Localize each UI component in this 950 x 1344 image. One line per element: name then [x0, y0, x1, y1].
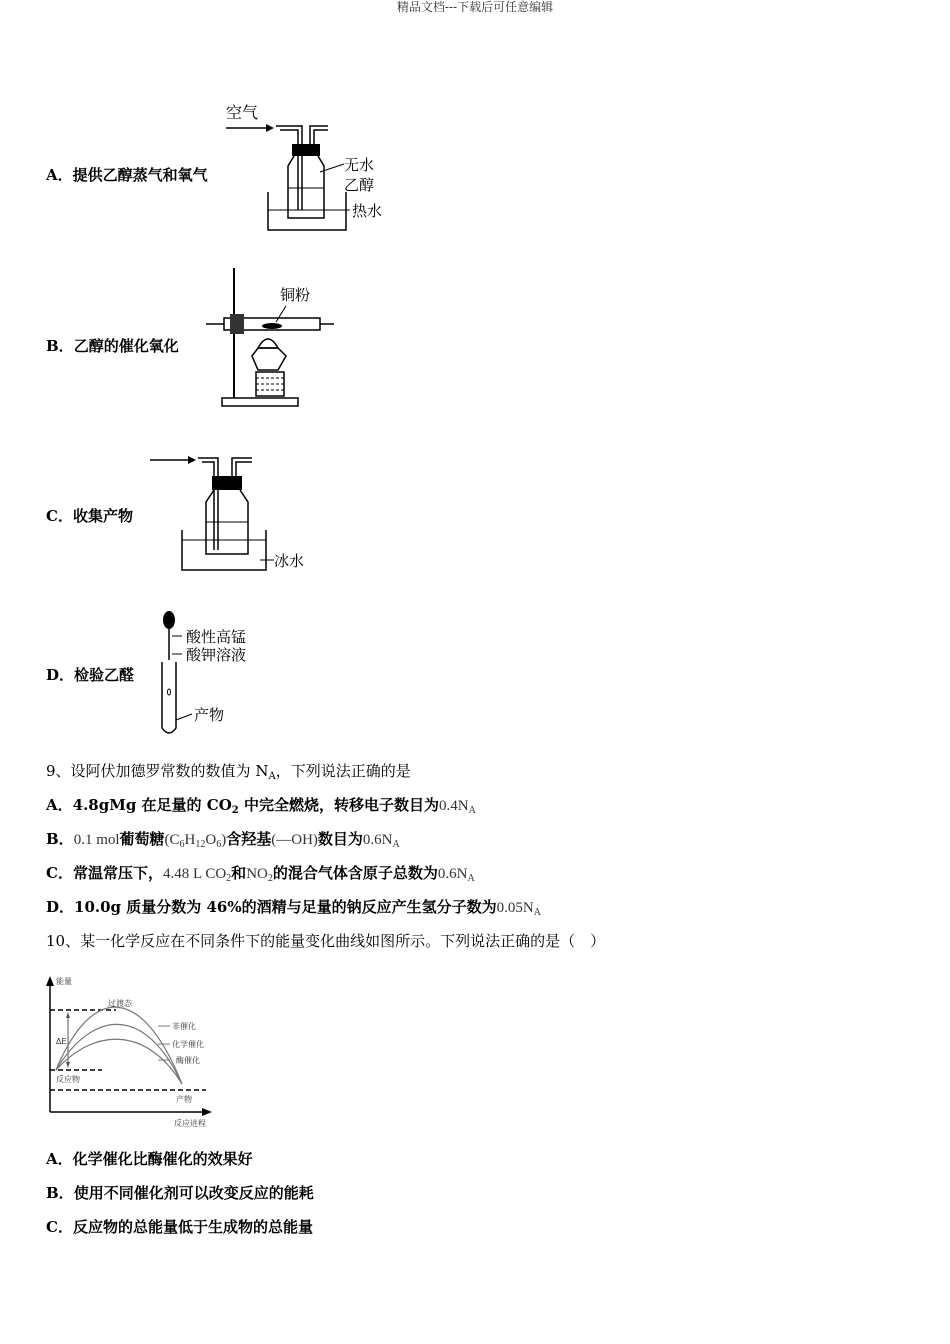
page-header: 精品文档---下载后可任意编辑	[396, 0, 554, 14]
option-text: 提供乙醇蒸气和氧气	[72, 166, 208, 184]
q9-option-d: D．10.0g 质量分数为 46%的酒精与足量的钠反应产生氢分子数为$0.05N_A$	[46, 898, 541, 918]
option-text: 检验乙醛	[74, 666, 135, 684]
ice-water-label: 冰水	[274, 552, 305, 570]
y-axis-label: 能量	[56, 977, 72, 986]
apparatus-c-figure	[148, 444, 328, 576]
kmno4-label-1: 酸性高锰	[186, 628, 247, 646]
product-label: 产物	[194, 706, 225, 724]
ethanol-label: 乙醇	[344, 176, 375, 194]
option-letter: C．	[46, 507, 73, 525]
option-text: 收集产物	[72, 507, 133, 525]
q9-option-a: A．4.8gMg 在足量的 $CO_2$ 中完全燃烧，转移电子数目为$0.4N_A$	[46, 796, 476, 816]
anhydrous-label: 无水	[344, 156, 375, 174]
q10-option-a: A．化学催化比酶催化的效果好	[46, 1150, 253, 1168]
q8-option-d	[46, 665, 134, 685]
chem-catalyzed-label: 化学催化	[172, 1040, 204, 1049]
enzyme-catalyzed-label: 酶催化	[176, 1056, 200, 1065]
reactant-label: 反应物	[56, 1075, 80, 1084]
delta-e-label: ΔE	[56, 1037, 67, 1046]
q9-option-c: C．常温常压下，4.48 L $CO_2$和$NO_2$的混合气体含原子总数为$0.6N_A$	[46, 864, 475, 884]
apparatus-b-figure	[194, 264, 344, 412]
q10-option-c: C．反应物的总能量低于生成物的总能量	[46, 1218, 313, 1236]
apparatus-d-figure	[152, 608, 262, 740]
q10-option-b: B．使用不同催化剂可以改变反应的能耗	[46, 1184, 314, 1202]
option-letter: A．	[46, 166, 73, 184]
product-label: 产物	[176, 1095, 192, 1104]
q8-option-c	[46, 506, 133, 526]
apparatus-a-figure	[222, 100, 402, 236]
hot-water-label: 热水	[352, 202, 383, 220]
option-text: 乙醇的催化氧化	[73, 337, 179, 355]
q9-stem: 9、设阿伏加德罗常数的数值为 $N_A$，下列说法正确的是	[46, 762, 411, 782]
q8-option-a	[46, 165, 208, 185]
q10-stem: 10、某一化学反应在不同条件下的能量变化曲线如图所示。下列说法正确的是（ ）	[46, 932, 606, 950]
q9-option-b: B．0.1 mol葡萄糖$(C_6H_{12}O_6)$含羟基(—OH)数目为$0.6N_A$	[46, 830, 400, 850]
energy-diagram	[42, 972, 222, 1130]
q8-option-b	[46, 336, 179, 356]
kmno4-label-2: 酸钾溶液	[186, 646, 247, 664]
non-catalyzed-label: 非催化	[172, 1022, 196, 1031]
copper-label: 铜粉	[280, 286, 311, 304]
option-letter: D．	[46, 666, 75, 684]
option-letter: B．	[46, 337, 74, 355]
transition-state-label: 过渡态	[108, 999, 132, 1008]
air-label: 空气	[226, 103, 259, 122]
x-axis-label: 反应进程	[174, 1119, 206, 1128]
